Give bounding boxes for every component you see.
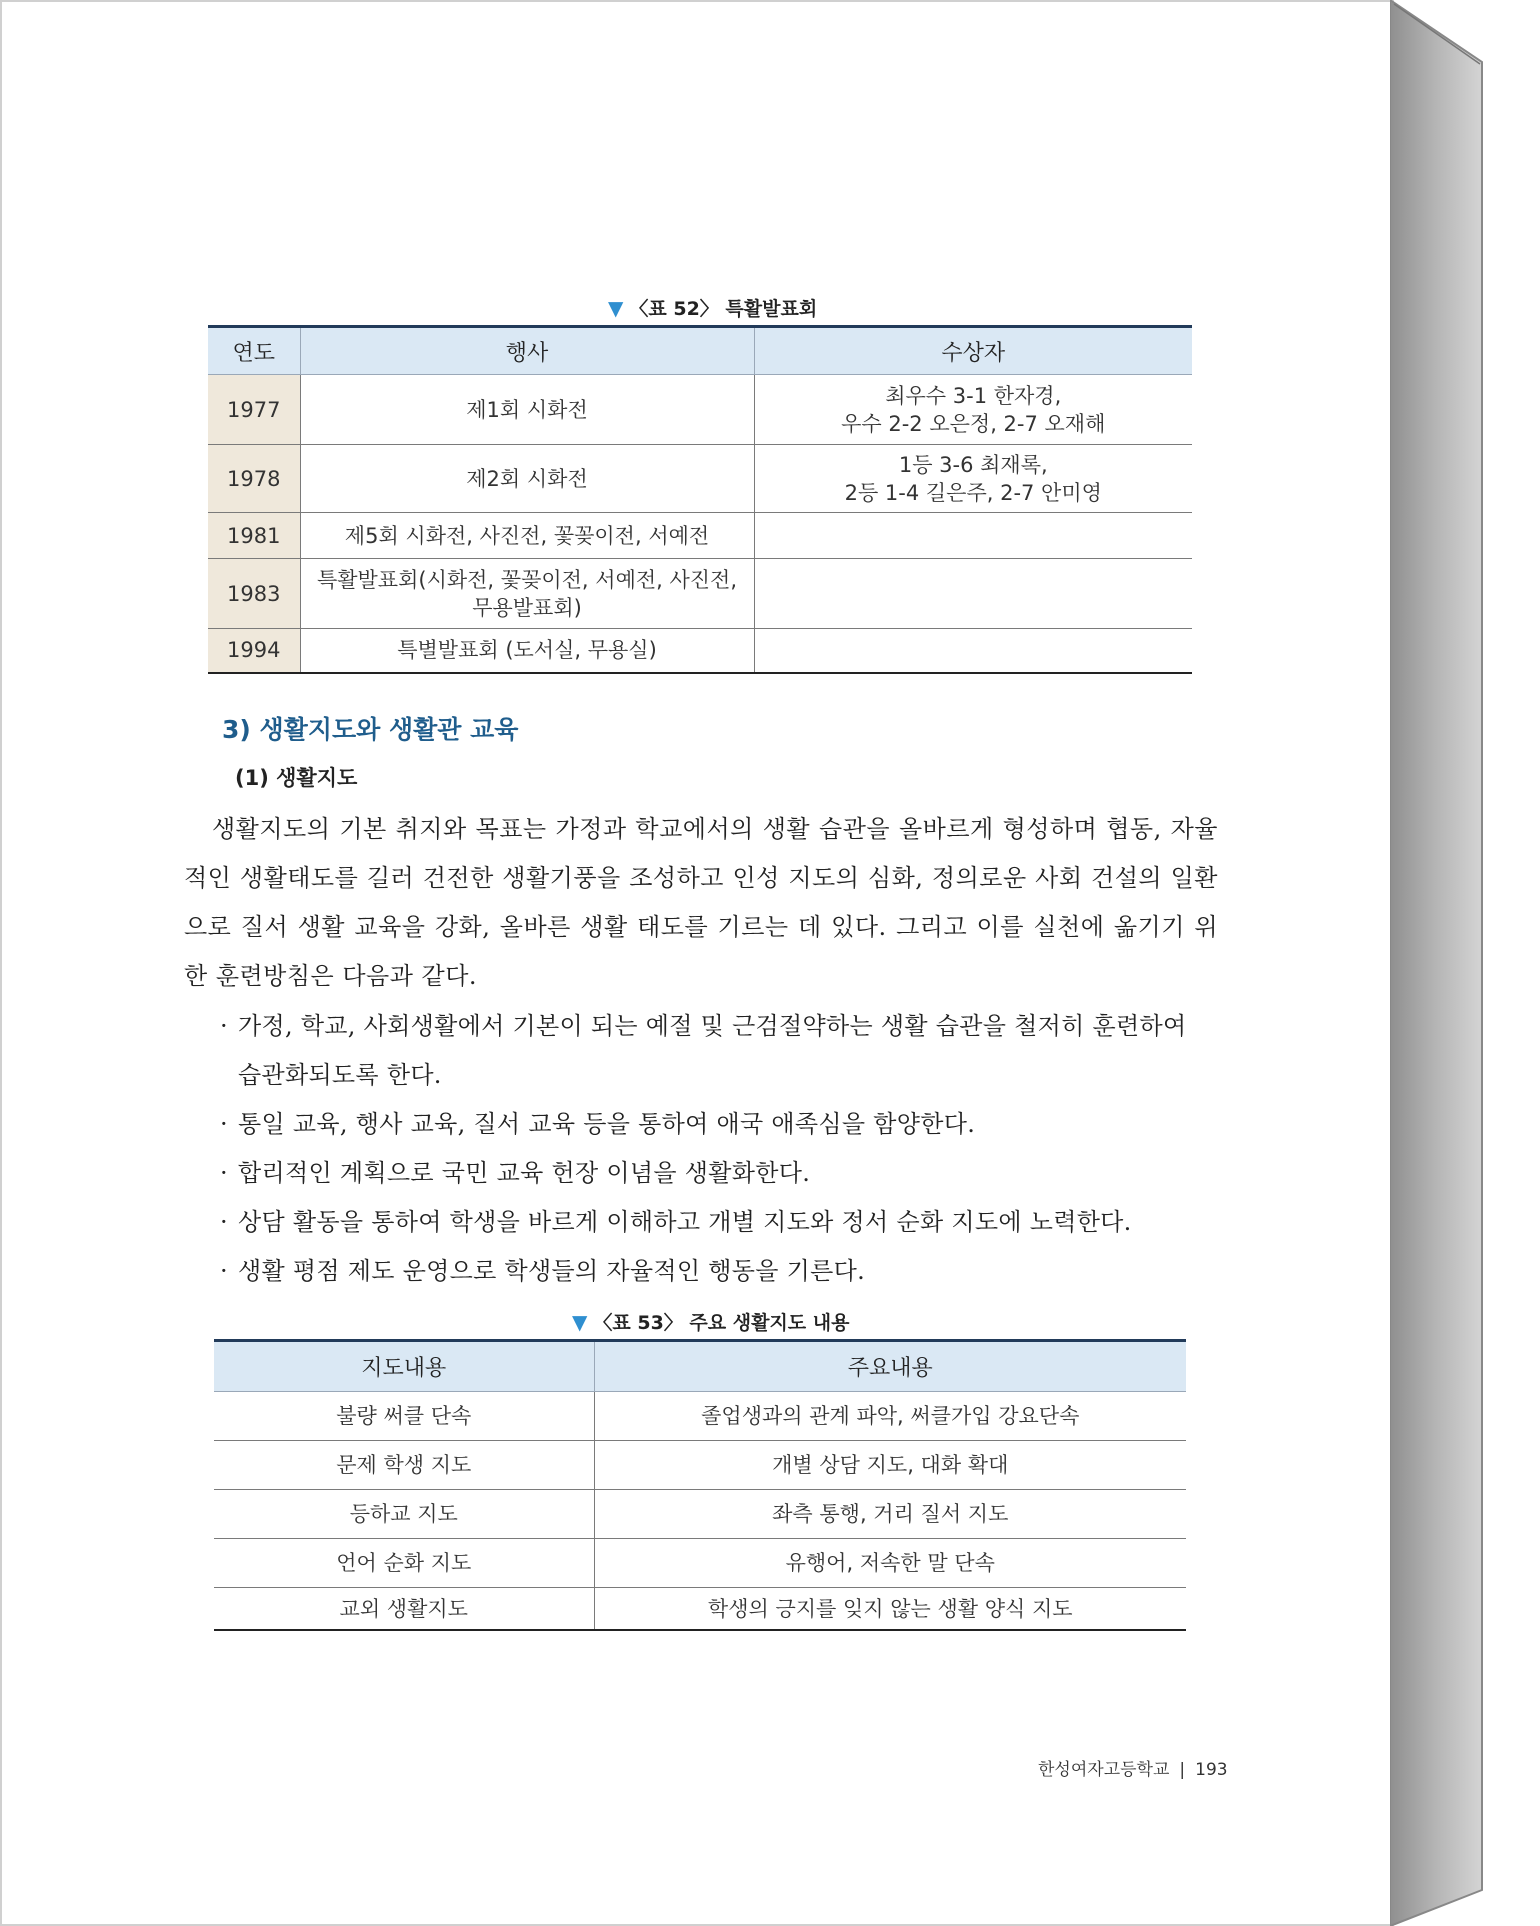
list-item: · 합리적인 계획으로 국민 교육 헌장 이념을 생활화한다. [220,1149,1210,1198]
event-cell: 제2회 시화전 [300,445,754,513]
table-row [214,1490,1186,1539]
table52-caption: ▼ 〈표 52〉 특활발표회 [608,296,818,320]
content-cell: 학생의 긍지를 잊지 않는 생활 양식 지도 [594,1588,1186,1631]
content-cell: 졸업생과의 관계 파악, 써클가입 강요단속 [594,1392,1186,1441]
awardee-cell: 최우수 3-1 한자경, 우수 2-2 오은정, 2-7 오재해 [754,375,1192,445]
table-row [214,1392,1186,1441]
table-row [208,375,1192,445]
table-header-row [214,1341,1186,1392]
awardee-cell: 1등 3-6 최재록, 2등 1-4 길은주, 2-7 안미영 [754,445,1192,513]
section-title: 3) 생활지도와 생활관 교육 [222,715,519,744]
table-row [214,1539,1186,1588]
guideline-list [220,1002,1210,1296]
awardee-cell [754,513,1192,559]
year-cell: 1977 [208,375,300,445]
year-cell: 1981 [208,513,300,559]
list-item: · 가정, 학교, 사회생활에서 기본이 되는 예절 및 근검절약하는 생활 습관을 철저히 훈련하여 습관화되도록 한다. [220,1002,1210,1100]
table-53 [214,1339,1186,1631]
column-header-event: 행사 [300,327,754,375]
guidance-cell: 불량 써클 단속 [214,1392,594,1441]
table-row [214,1441,1186,1490]
year-cell: 1983 [208,559,300,629]
triangle-down-icon: ▼ [572,1310,588,1334]
guidance-cell: 등하교 지도 [214,1490,594,1539]
column-header-awardee: 수상자 [754,327,1192,375]
table-row [208,513,1192,559]
table-52 [208,325,1192,674]
column-header-content: 주요내용 [594,1341,1186,1392]
table53-caption: ▼ 〈표 53〉 주요 생활지도 내용 [572,1310,850,1334]
table-header-row [208,327,1192,375]
school-name: 한성여자고등학교 [1038,1760,1170,1780]
event-cell: 특활발표회(시화전, 꽃꽂이전, 서예전, 사진전, 무용발표회) [300,559,754,629]
year-cell: 1994 [208,629,300,673]
guidance-cell: 교외 생활지도 [214,1588,594,1631]
page-number: 193 [1195,1760,1228,1780]
table-row [214,1588,1186,1631]
body-paragraph: 생활지도의 기본 취지와 목표는 가정과 학교에서의 생활 습관을 올바르게 형성하며 협동, 자율적인 생활태도를 길러 건전한 생활기풍을 조성하고 인성 지도의 심화, 정의로운 사회 건설의 일환으로 질서 생활 교육을 강화, 올바른 생활 태도를 기르는 데 있다. 그리고 이를 실천에 옮기기 위한 훈련방침은 다음과 같다. [184,815,1218,990]
guidance-cell: 언어 순화 지도 [214,1539,594,1588]
subsection-title: (1) 생활지도 [235,766,358,790]
content-cell: 유행어, 저속한 말 단속 [594,1539,1186,1588]
book-spine-edge [1390,0,1540,1926]
list-item: · 생활 평점 제도 운영으로 학생들의 자율적인 행동을 기른다. [220,1247,1210,1296]
list-item: · 상담 활동을 통하여 학생을 바르게 이해하고 개별 지도와 정서 순화 지도에 노력한다. [220,1198,1210,1247]
triangle-down-icon: ▼ [608,296,624,320]
column-header-year: 연도 [208,327,300,375]
event-cell: 제1회 시화전 [300,375,754,445]
list-item: · 통일 교육, 행사 교육, 질서 교육 등을 통하여 애국 애족심을 함양한다. [220,1100,1210,1149]
awardee-cell [754,629,1192,673]
page-footer [1038,1755,1228,1780]
awardee-cell [754,559,1192,629]
content-cell: 좌측 통행, 거리 질서 지도 [594,1490,1186,1539]
footer-separator: | [1179,1760,1186,1780]
event-cell: 특별발표회 (도서실, 무용실) [300,629,754,673]
event-cell: 제5회 시화전, 사진전, 꽃꽂이전, 서예전 [300,513,754,559]
table-row [208,559,1192,629]
table-row [208,629,1192,673]
content-cell: 개별 상담 지도, 대화 확대 [594,1441,1186,1490]
column-header-guidance: 지도내용 [214,1341,594,1392]
guidance-cell: 문제 학생 지도 [214,1441,594,1490]
year-cell: 1978 [208,445,300,513]
table-row [208,445,1192,513]
